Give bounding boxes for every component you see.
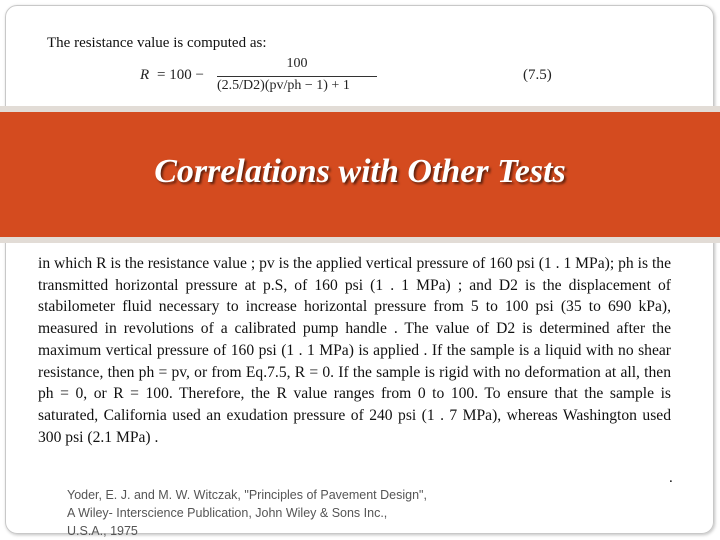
body-paragraph: in which R is the resistance value ; pv is the applied vertical pressure of 160 psi (1 . 1 MPa); ph is the transmitted horizontal pressure at p.S, of 160 psi (1 . 1 MPa) ; and D2 is the displacement of stabilometer fluid necessary to increase horizontal pressure from 5 to 100 psi (35 to 690 kPa), measured in revolutions of a calibrated pump handle . The value of D2 is determined after the maximum vertical pressure of 160 psi (1 . 1 MPa) is applied . If the sample is a liquid with no shear resistance, then ph = pv, or from Eq.7.5, R = 0. If the sample is rigid with no deformation at all, then ph = 0, or R = 100. Therefore, the R value ranges from 0 to 100. To ensure that the sample is saturated, California used an exudation pressure of 240 psi (1 . 7 MPa), whereas Washington used 300 psi (2.1 MPa) . <box>38 255 671 446</box>
equation-denominator: (2.5/D2)(pv/ph − 1) + 1 <box>217 78 350 93</box>
equation-lhs: = 100 − <box>157 67 204 83</box>
resistance-equation <box>140 56 560 104</box>
fraction-bar <box>217 76 377 77</box>
slide-title: Correlations with Other Tests <box>154 153 566 190</box>
reference-citation: Yoder, E. J. and M. W. Witczak, "Principles of Pavement Design", A Wiley- Interscience Publication, John Wiley & Sons Inc., U.S.A., 1975 <box>67 488 427 538</box>
equation-number: (7.5) <box>523 67 552 83</box>
intro-text: The resistance value is computed as: <box>47 35 267 51</box>
trailing-dot: . <box>669 470 673 486</box>
equation-lhs-symbol: R <box>140 67 150 83</box>
equation-numerator: 100 <box>286 56 308 71</box>
equation-fraction <box>217 56 417 100</box>
